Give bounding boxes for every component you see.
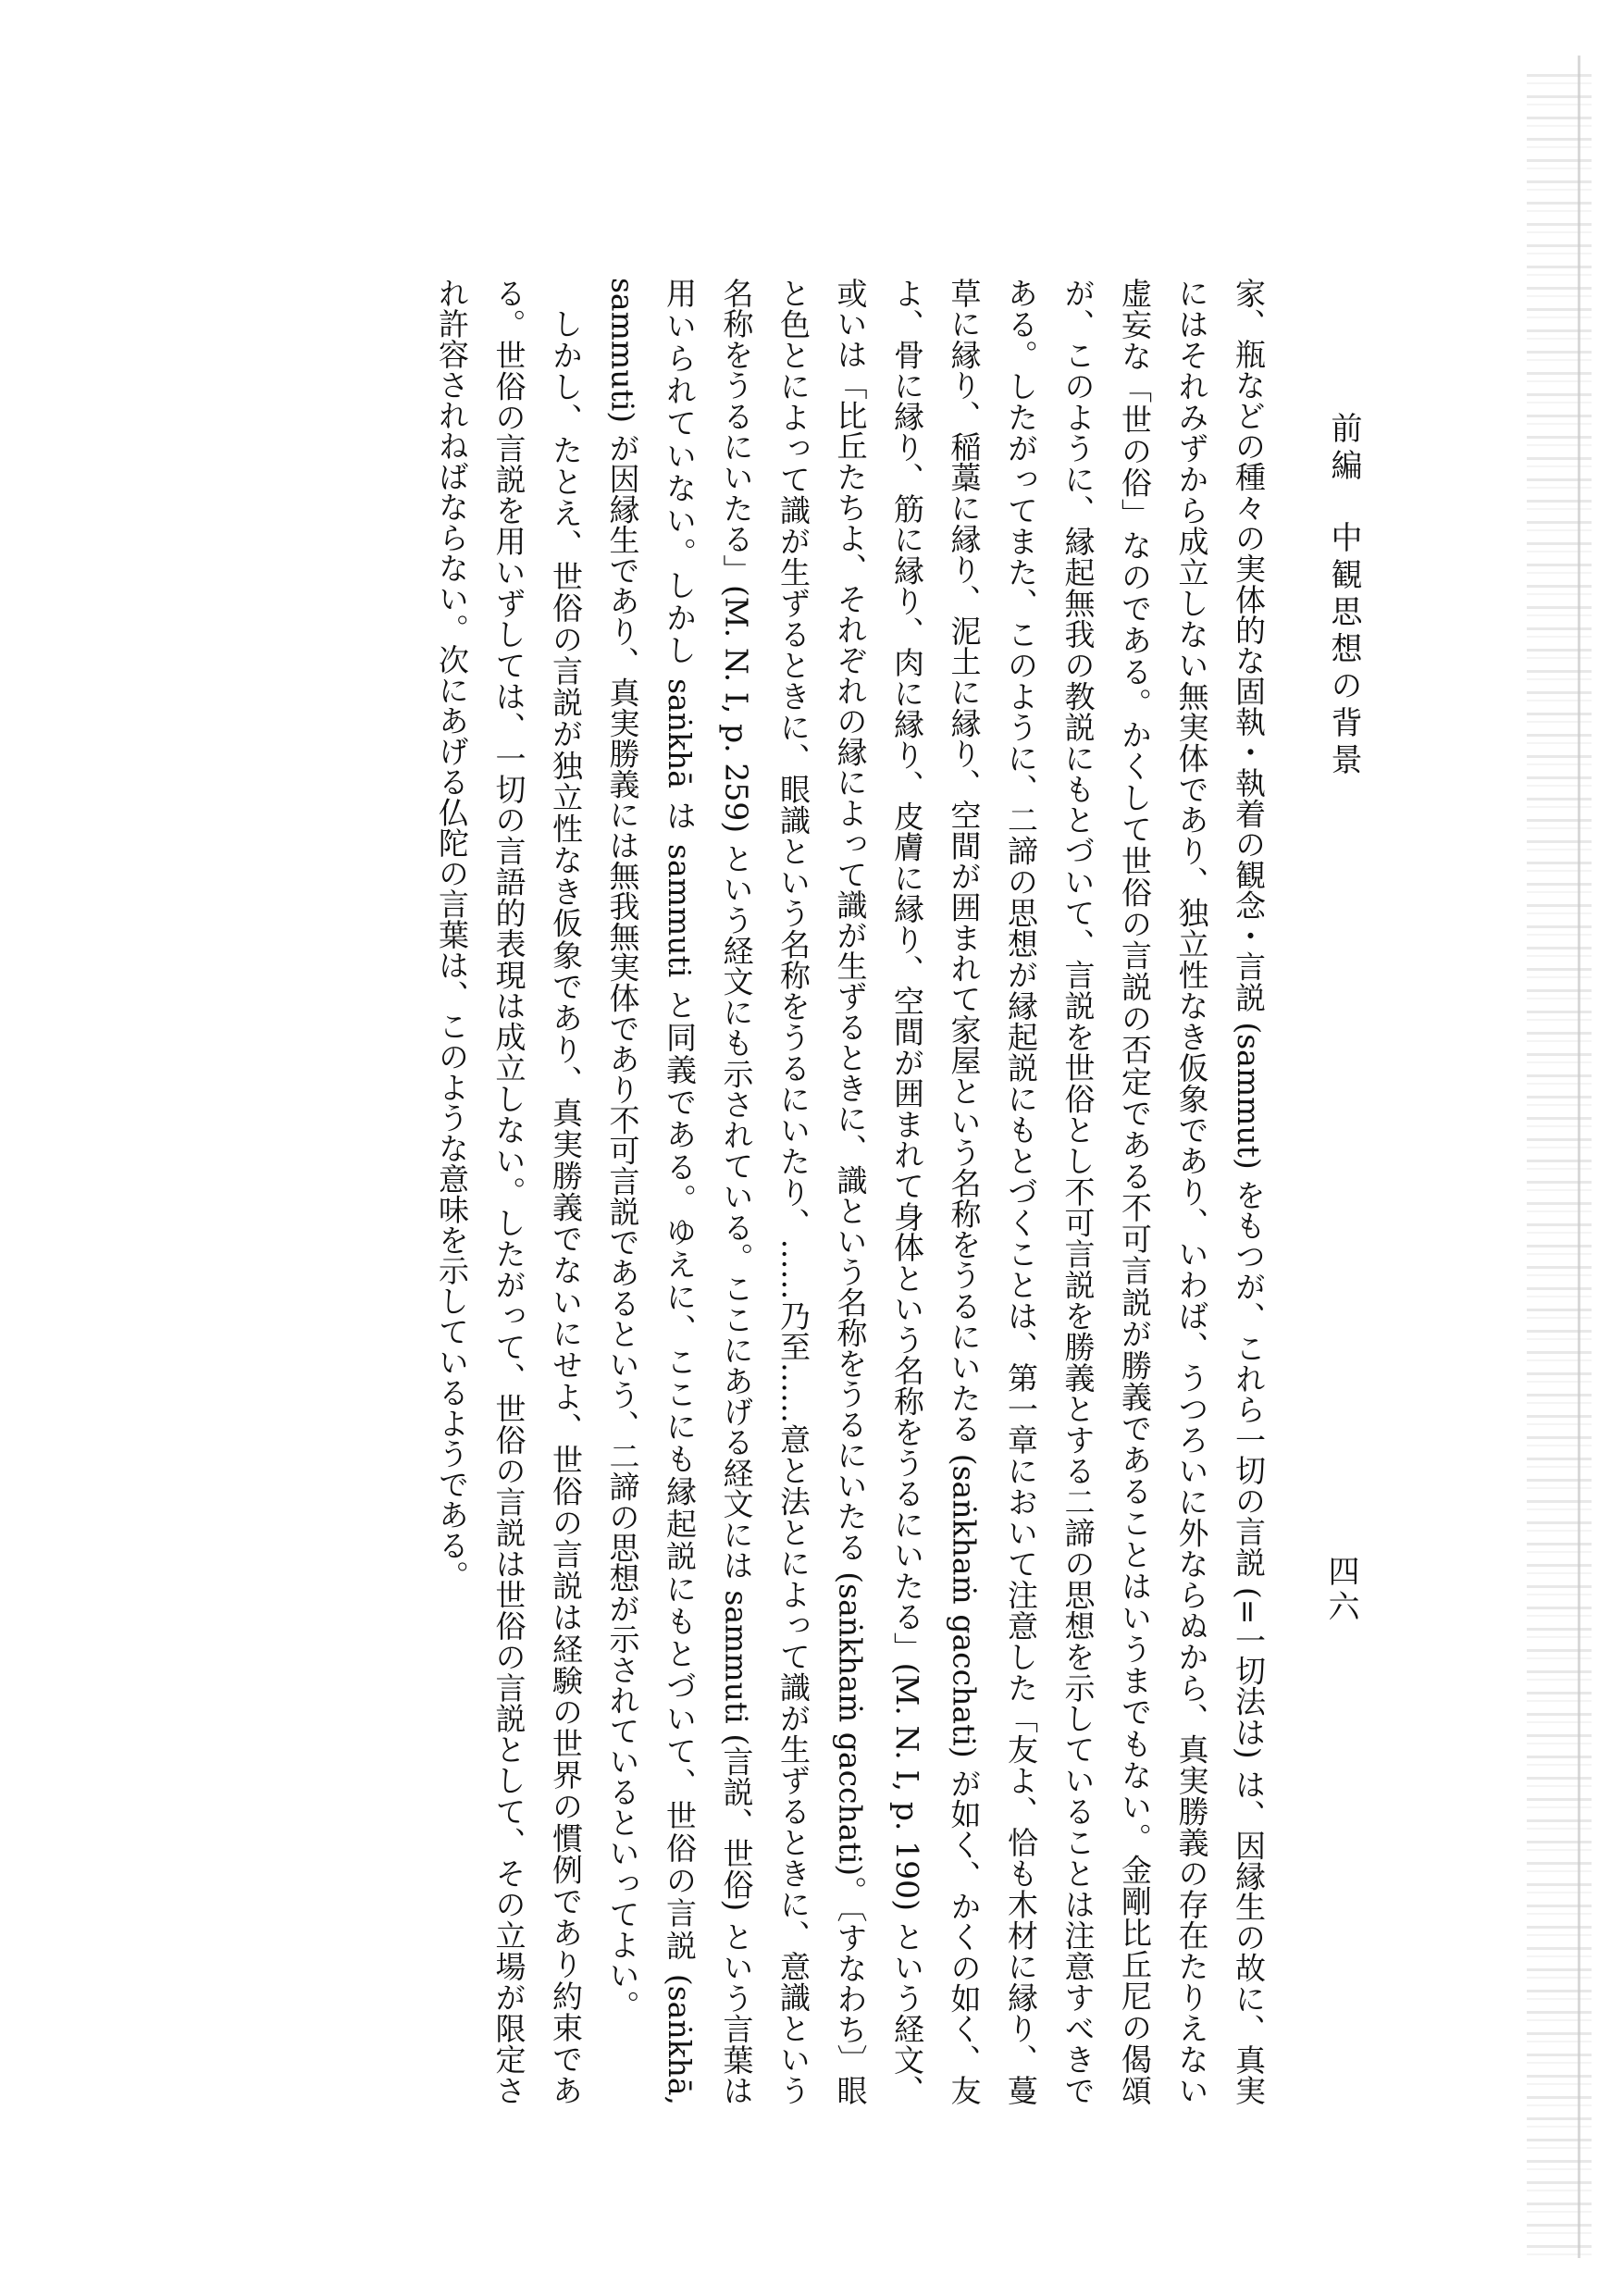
scan-edge-shadow xyxy=(1527,74,1592,2258)
body-text xyxy=(130,278,1277,2105)
running-head-chapter: 中観思想の背景 xyxy=(1325,521,1362,780)
page-number: 四六 xyxy=(1322,1555,1359,1625)
running-head-part: 前編 xyxy=(1325,412,1362,486)
running-head xyxy=(1321,412,1367,780)
paragraph: しかし、たとえ、世俗の言説が独立性なき仮象であり、真実勝義でないにせよ、世俗の言説は経験の世界の慣例であり約束である。世俗の言説を用いずしては、一切の言語的表現は成立しない。したがって、世俗の言説は世俗の言説として、その立場が限定され許容されねばならない。次にあげる仏陀の言葉は、このような意味を示しているようである。 xyxy=(434,278,584,2105)
scan-edge-line xyxy=(1578,56,1580,2258)
paragraph: 家、瓶などの種々の実体的な固執・執着の観念・言説 (sammut) をもつが、これら一切の言説 (=一切法は) は、因縁生の故に、真実にはそれみずから成立しない無実体であり、独立性なき仮象であり、いわば、うつろいに外ならぬから、真実勝義の存在たりえない虚妄な「世の俗」なのである。かくして世俗の言説の否定である不可言説が勝義であることはいうまでもない。金剛比丘尼の偈頌が、このように、縁起無我の教説にもとづいて、言説を世俗とし不可言説を勝義とする二諦の思想を示していることは注意すべきである。したがってまた、このように、二諦の思想が縁起説にもとづくことは、第一章において注意した「友よ、恰も木材に縁り、蔓草に縁り、稲藁に縁り、泥土に縁り、空間が囲まれて家屋という名称をうるにいたる (saṅkhaṁ gacchati) が如く、かくの如く、友よ、骨に縁り、筋に縁り、肉に縁り、皮膚に縁り、空間が囲まれて身体という名称をうるにいたる」(M. N. I, p. 190) という経文、或いは「比丘たちよ、それぞれの縁によって識が生ずるときに、識という名称をうるにいたる (saṅkhaṁ gacchati)。〔すなわち〕眼と色とによって識が生ずるときに、眼識という名称をうるにいたり、……乃至……意と法とによって識が生ずるときに、意識という名称をうるにいたる」(M. N. I, p. 259) という経文にも示されている。ここにあげる経文には sammuti (言説、世俗) という言葉は用いられていない。しかし saṅkhā は sammuti と同義である。ゆえに、ここにも縁起説にもとづいて、世俗の言説 (saṅkhā, sammuti) が因縁生であり、真実勝義には無我無実体であり不可言説であるという、二諦の思想が示されているといってよい。 xyxy=(604,278,1267,2105)
